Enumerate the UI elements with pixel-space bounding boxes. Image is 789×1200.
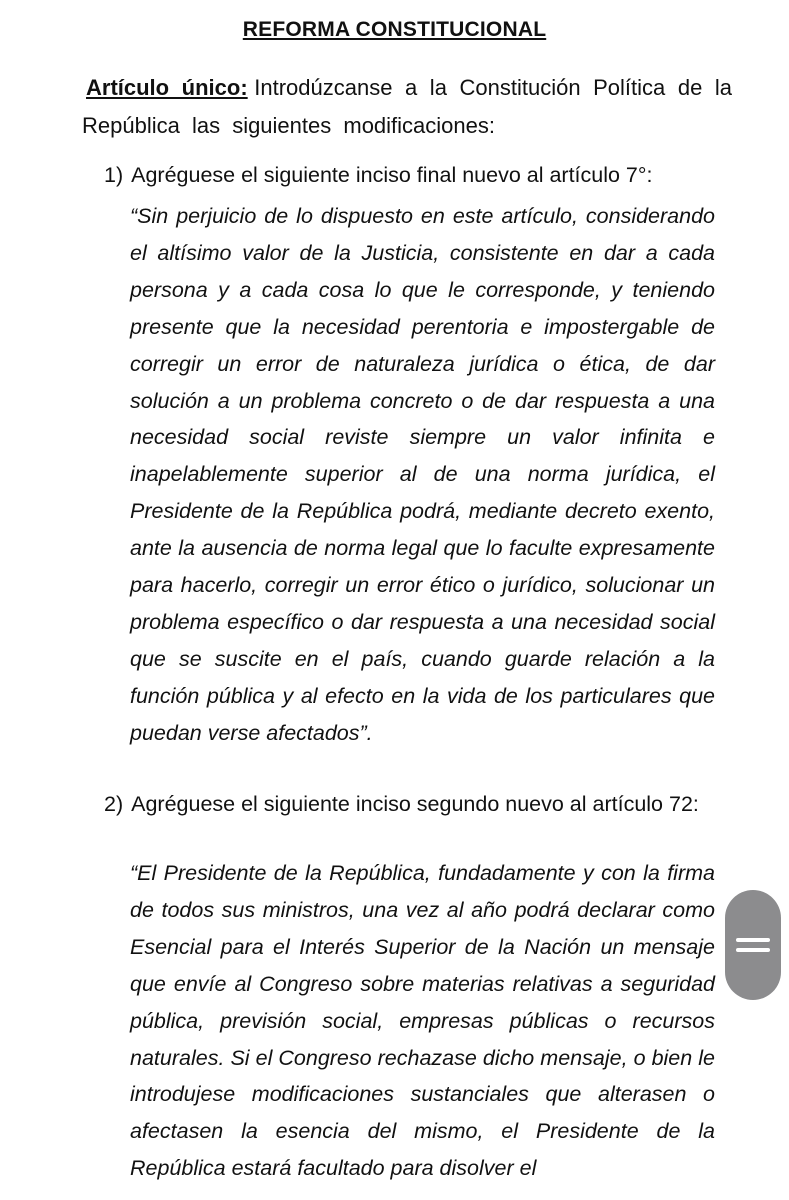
document-title: REFORMA CONSTITUCIONAL: [242, 18, 547, 41]
item-heading-text: Agréguese el siguiente inciso final nuevo al artículo 7°:: [131, 163, 653, 187]
item-heading-text: Agréguese el siguiente inciso segundo nuevo al artículo 72:: [131, 792, 699, 816]
item-quote: “El Presidente de la República, fundadamente y con la firma de todos sus ministros, una vez al año podrá declarar como Esencial para el Interés Superior de la Nación un mensaje que envíe al Congreso sobre materias relativas a seguridad pública, previsión social, empresas públicas o recursos naturales. Si el Congreso rechazase dicho mensaje, o bien le introdujese modificaciones sustanciales que alterasen o afectasen la esencia del mismo, el Presidente de la República estará facultado para disolver el: [130, 861, 715, 1181]
item-number: 2): [104, 792, 124, 816]
item-quote: “Sin perjuicio de lo dispuesto en este artículo, considerando el altísimo valor de la Justicia, consistente en dar a cada persona y a cada cosa lo que le corresponde, y teniendo presente que la necesidad perentoria e impostergable de corregir un error de naturaleza jurídica o ética, de dar solución a un problema concreto o de dar respuesta a una necesidad social reviste siempre un valor infinita e inapelablemente superior al de una norma jurídica, el Presidente de la República podrá, mediante decreto exento, ante la ausencia de norma legal que lo faculte expresamente para hacerlo, corregir un error ético o jurídico, solucionar un problema específico o dar respuesta a una necesidad social que se suscite en el país, cuando guarde relación a la función pública y al efecto en la vida de los particulares que puedan verse afectados”.: [130, 204, 715, 745]
drag-handle-icon: [736, 935, 770, 955]
item-heading: [104, 160, 744, 190]
scroll-handle[interactable]: [725, 890, 781, 1000]
intro-text: Introdúzcanse a la Constitución Política de la República las siguientes modificaciones:: [82, 75, 732, 138]
intro-paragraph: [82, 69, 732, 145]
article-label: Artículo único:: [86, 75, 248, 100]
item-number: 1): [104, 163, 124, 187]
item-heading: [104, 789, 744, 819]
